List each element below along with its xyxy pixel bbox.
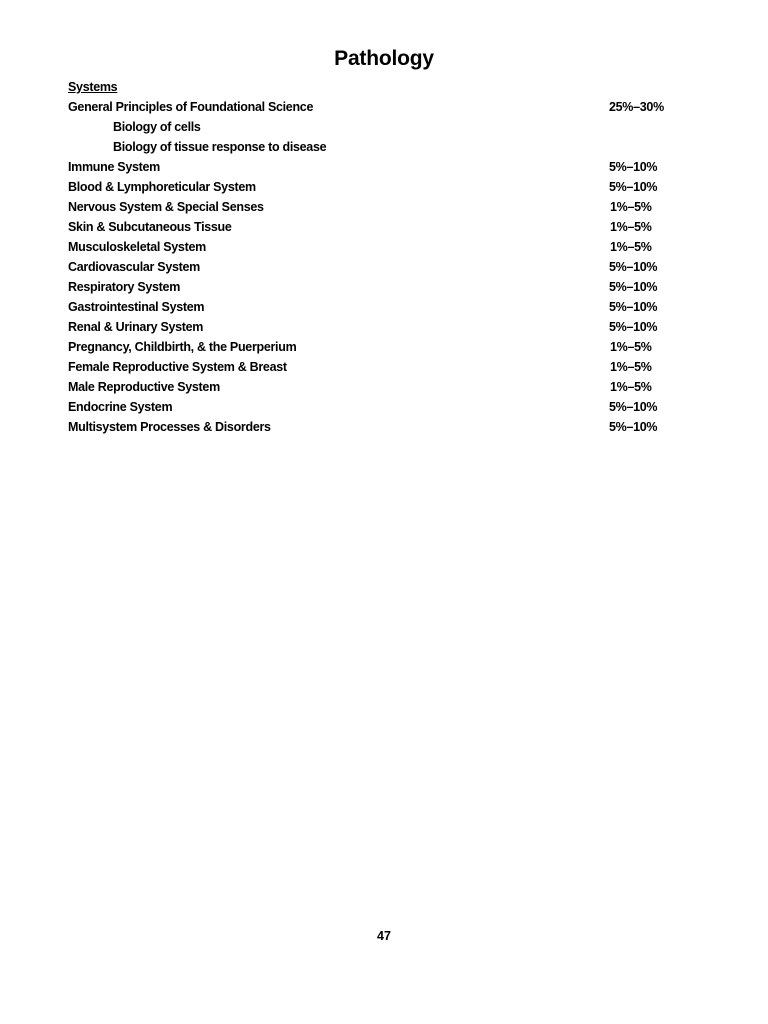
- list-item: [0, 197, 768, 217]
- system-label: Cardiovascular System: [68, 260, 200, 274]
- section-heading: Systems: [68, 80, 118, 94]
- list-item: [0, 257, 768, 277]
- percentage-range: 5%–10%: [609, 420, 658, 434]
- system-label: Blood & Lymphoreticular System: [68, 180, 256, 194]
- percentage-range: 5%–10%: [609, 160, 658, 174]
- list-item: [0, 97, 768, 117]
- percentage-range: 5%–10%: [609, 320, 658, 334]
- system-label: General Principles of Foundational Science: [68, 100, 314, 114]
- subtopic-label: Biology of tissue response to disease: [113, 140, 327, 154]
- system-label: Immune System: [68, 160, 160, 174]
- list-item: [0, 377, 768, 397]
- percentage-range: 5%–10%: [609, 180, 658, 194]
- system-label: Endocrine System: [68, 400, 173, 414]
- percentage-range: 1%–5%: [610, 380, 652, 394]
- system-label: Nervous System & Special Senses: [68, 200, 264, 214]
- system-label: Female Reproductive System & Breast: [68, 360, 287, 374]
- list-item: [0, 237, 768, 257]
- page-title: Pathology: [334, 47, 434, 70]
- percentage-range: 5%–10%: [609, 400, 658, 414]
- percentage-range: 1%–5%: [610, 340, 652, 354]
- list-item: [0, 337, 768, 357]
- percentage-range: 25%–30%: [609, 100, 664, 114]
- percentage-range: 5%–10%: [609, 300, 658, 314]
- system-label: Gastrointestinal System: [68, 300, 205, 314]
- list-item: [0, 297, 768, 317]
- percentage-range: 5%–10%: [609, 260, 658, 274]
- percentage-range: 1%–5%: [610, 220, 652, 234]
- list-item: [0, 177, 768, 197]
- list-item: [0, 417, 768, 437]
- list-item: [0, 357, 768, 377]
- list-item: [0, 277, 768, 297]
- list-item: [0, 157, 768, 177]
- list-item: [0, 317, 768, 337]
- system-label: Skin & Subcutaneous Tissue: [68, 220, 232, 234]
- percentage-range: 1%–5%: [610, 200, 652, 214]
- list-item-sub: [0, 117, 768, 137]
- system-label: Respiratory System: [68, 280, 181, 294]
- percentage-range: 5%–10%: [609, 280, 658, 294]
- percentage-range: 1%–5%: [610, 240, 652, 254]
- list-item-sub: [0, 137, 768, 157]
- percentage-range: 1%–5%: [610, 360, 652, 374]
- system-label: Multisystem Processes & Disorders: [68, 420, 271, 434]
- system-label: Renal & Urinary System: [68, 320, 204, 334]
- system-label: Pregnancy, Childbirth, & the Puerperium: [68, 340, 297, 354]
- list-item: [0, 397, 768, 417]
- page-number: 47: [377, 929, 391, 943]
- system-label: Male Reproductive System: [68, 380, 220, 394]
- system-label: Musculoskeletal System: [68, 240, 206, 254]
- list-item: [0, 217, 768, 237]
- systems-list: [0, 97, 768, 437]
- subtopic-label: Biology of cells: [113, 120, 201, 134]
